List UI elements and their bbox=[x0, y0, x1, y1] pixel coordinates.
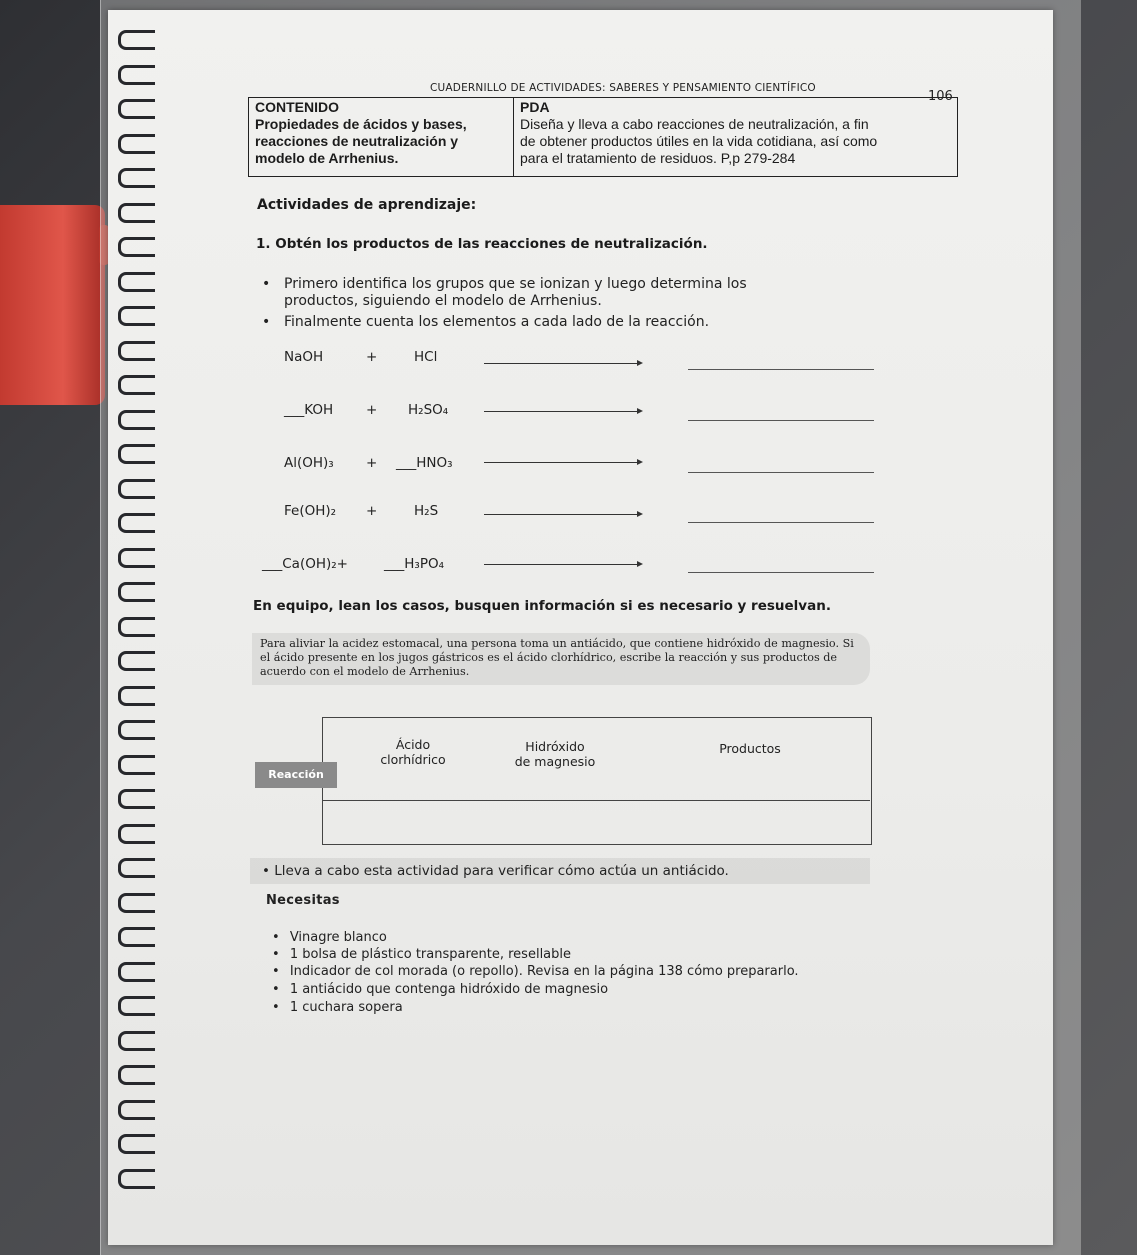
reactant-2: H₂S bbox=[414, 503, 439, 519]
plus-sign: + bbox=[366, 402, 378, 418]
spiral-ring bbox=[118, 1134, 155, 1154]
reactant-1: ___KOH bbox=[284, 402, 334, 418]
spiral-ring bbox=[118, 410, 155, 430]
spiral-ring bbox=[118, 30, 155, 50]
page-number: 106 bbox=[928, 89, 953, 104]
case-text: Para aliviar la acidez estomacal, una persona toma un antiácido, que contiene hidróxido de magnesio. Si el ácido presente en los jugos gástricos es el ácido clorhídrico, escribe la reacción y sus productos de acuerdo con el modelo de Arrhenius. bbox=[252, 633, 870, 685]
instruction-2: • Finalmente cuenta los elementos a cada lado de la reacción. bbox=[262, 314, 710, 330]
plus-sign: + bbox=[366, 455, 378, 471]
pda-header: PDA bbox=[520, 99, 550, 115]
info-table bbox=[248, 97, 958, 177]
content-line: modelo de Arrhenius. bbox=[255, 150, 399, 166]
spiral-ring bbox=[118, 272, 155, 292]
spiral-ring bbox=[118, 548, 155, 568]
spiral-ring bbox=[118, 479, 155, 499]
spiral-ring bbox=[118, 99, 155, 119]
notebook-page bbox=[108, 10, 1053, 1245]
spiral-ring bbox=[118, 1169, 155, 1189]
products-header: Productos bbox=[719, 741, 781, 756]
spiral-ring bbox=[118, 341, 155, 361]
reaction-arrow bbox=[484, 564, 641, 565]
question-1: 1. Obtén los productos de las reacciones de neutralización. bbox=[256, 236, 708, 252]
content-line: Propiedades de ácidos y bases, bbox=[255, 116, 467, 132]
material-item: • Vinagre blanco bbox=[272, 930, 387, 945]
spiral-ring bbox=[118, 927, 155, 947]
spiral-ring bbox=[118, 306, 155, 326]
spiral-ring bbox=[118, 789, 155, 809]
spiral-ring bbox=[118, 824, 155, 844]
spiral-ring bbox=[118, 65, 155, 85]
reactant-2: ___HNO₃ bbox=[396, 455, 453, 471]
spiral-ring bbox=[118, 444, 155, 464]
instruction-1: • Primero identifica los grupos que se ionizan y luego determina los productos, siguiendo el modelo de Arrhenius. bbox=[262, 276, 747, 309]
spiral-ring bbox=[118, 582, 155, 602]
reactant-1: Al(OH)₃ bbox=[284, 455, 334, 471]
reactant-2: HCl bbox=[414, 349, 438, 365]
reaction-arrow bbox=[484, 514, 641, 515]
reactant-2: ___H₃PO₄ bbox=[384, 556, 444, 572]
material-item: • 1 bolsa de plástico transparente, resellable bbox=[272, 947, 572, 962]
spiral-ring bbox=[118, 1100, 155, 1120]
material-item: • Indicador de col morada (o repollo). Revisa en la página 138 cómo prepararlo. bbox=[272, 964, 799, 979]
reaction-arrow bbox=[484, 363, 641, 364]
material-item: • 1 cuchara sopera bbox=[272, 1000, 403, 1015]
spiral-ring bbox=[118, 686, 155, 706]
answer-line[interactable] bbox=[688, 420, 874, 421]
spiral-ring bbox=[118, 134, 155, 154]
reaction-arrow bbox=[484, 462, 641, 463]
answer-line[interactable] bbox=[688, 522, 874, 523]
plus-sign: + bbox=[366, 349, 378, 365]
reaction-answer-area[interactable] bbox=[330, 806, 860, 838]
pda-line: de obtener productos útiles en la vida cotidiana, así como bbox=[520, 133, 878, 149]
content-line: reacciones de neutralización y bbox=[255, 133, 459, 149]
spiral-ring bbox=[118, 1031, 155, 1051]
spiral-ring bbox=[118, 996, 155, 1016]
answer-line[interactable] bbox=[688, 472, 874, 473]
acid-header: Ácido clorhídrico bbox=[380, 737, 446, 767]
spiral-ring bbox=[118, 168, 155, 188]
reactant-1: Fe(OH)₂ bbox=[284, 503, 337, 519]
spiral-ring bbox=[118, 962, 155, 982]
activity-instruction: • Lleva a cabo esta actividad para verificar cómo actúa un antiácido. bbox=[262, 863, 729, 879]
reaction-table-divider bbox=[322, 800, 870, 801]
content-cell bbox=[249, 98, 514, 177]
pda-line: Diseña y lleva a cabo reacciones de neutralización, a fin bbox=[520, 116, 869, 132]
spiral-ring bbox=[118, 1065, 155, 1085]
spiral-ring bbox=[118, 755, 155, 775]
spiral-ring bbox=[118, 858, 155, 878]
reaction-arrow bbox=[484, 411, 641, 412]
materials-title: Necesitas bbox=[266, 893, 340, 908]
spiral-ring bbox=[118, 651, 155, 671]
content-header: CONTENIDO bbox=[255, 99, 339, 115]
reactant-1: ___Ca(OH)₂+ bbox=[262, 556, 348, 572]
spiral-ring bbox=[118, 893, 155, 913]
pda-line: para el tratamiento de residuos. P,p 279-284 bbox=[520, 150, 796, 166]
red-marker bbox=[0, 205, 105, 405]
spiral-ring bbox=[118, 203, 155, 223]
header-title: CUADERNILLO DE ACTIVIDADES: SABERES Y PENSAMIENTO CIENTÍFICO bbox=[430, 82, 816, 94]
reaction-label: Reacción bbox=[255, 762, 337, 788]
spiral-ring bbox=[118, 720, 155, 740]
reactant-2: H₂SO₄ bbox=[408, 402, 449, 418]
spiral-ring bbox=[118, 617, 155, 637]
section-title: Actividades de aprendizaje: bbox=[257, 197, 477, 213]
plus-sign: + bbox=[366, 503, 378, 519]
material-item: • 1 antiácido que contenga hidróxido de magnesio bbox=[272, 982, 609, 997]
team-instruction: En equipo, lean los casos, busquen información si es necesario y resuelvan. bbox=[253, 598, 831, 614]
answer-line[interactable] bbox=[688, 369, 874, 370]
reactant-1: NaOH bbox=[284, 349, 324, 365]
answer-line[interactable] bbox=[688, 572, 874, 573]
hydroxide-header: Hidróxido de magnesio bbox=[514, 739, 596, 769]
pda-cell bbox=[514, 98, 958, 177]
spiral-ring bbox=[118, 513, 155, 533]
spiral-ring bbox=[118, 237, 155, 257]
spiral-ring bbox=[118, 375, 155, 395]
